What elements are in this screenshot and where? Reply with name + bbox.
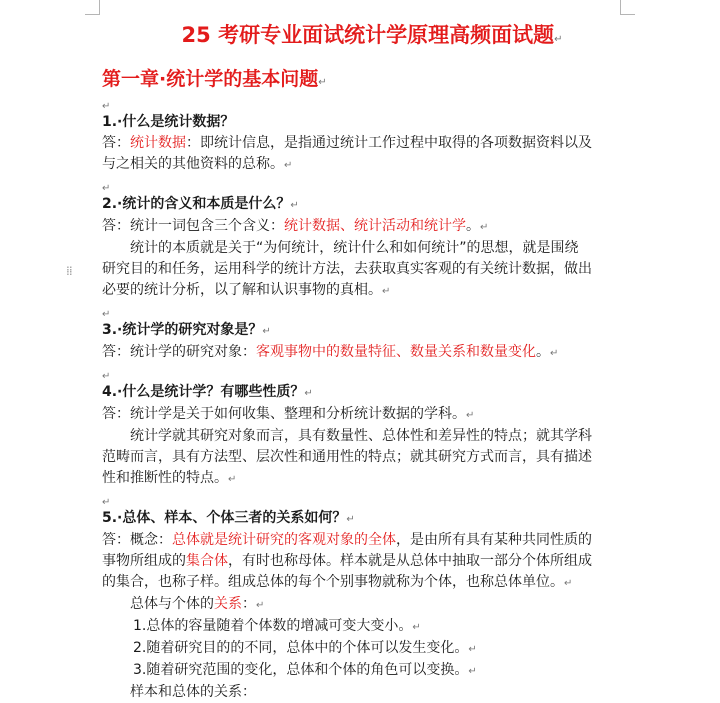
drag-handle-icon[interactable]: ⁞⁞	[66, 264, 72, 278]
question-5: 5.·总体、样本、个体三者的关系如何？↵	[102, 510, 355, 526]
empty-paragraph: ↵	[102, 497, 111, 508]
answer-2-line: 统计的本质就是关于“为何统计，统计什么和如何统计”的思想，就是围绕	[130, 240, 579, 256]
relation-heading: 总体与个体的关系：↵	[130, 596, 265, 612]
list-item: 3.随着研究范围的变化，总体和个体的角色可以变换。↵	[133, 662, 477, 678]
empty-paragraph: ↵	[102, 309, 111, 320]
answer-5-line: 的集合，也称子样。组成总体的每个个别事物就称为个体，也称总体单位。↵	[102, 574, 573, 590]
empty-paragraph: ↵	[102, 371, 111, 382]
page-corner-mark-left	[85, 0, 100, 15]
answer-4-line: 范畴而言，具有方法型、层次性和通用性的特点；就其研究方式而言，具有描述	[102, 449, 592, 465]
list-item: 1.总体的容量随着个体数的增减可变大变小。↵	[133, 618, 421, 634]
list-item: 2.随着研究目的的不同，总体中的个体可以发生变化。↵	[133, 640, 477, 656]
answer-4-line: 统计学就其研究对象而言，具有数量性、总体性和差异性的特点；就其学科	[130, 428, 592, 444]
answer-2-line: 答：统计一词包含三个含义：统计数据、统计活动和统计学。↵	[102, 218, 489, 234]
empty-paragraph: ↵	[102, 183, 111, 194]
answer-2-line: 必要的统计分析，以了解和认识事物的真相。↵	[102, 282, 391, 298]
answer-4-line: 答：统计学是关于如何收集、整理和分析统计数据的学科。↵	[102, 406, 475, 422]
document-body	[102, 14, 642, 703]
document-title: 25 考研专业面试统计学原理高频面试题↵	[181, 23, 563, 47]
answer-3-line: 答：统计学的研究对象：客观事物中的数量特征、数量关系和数量变化。↵	[102, 344, 559, 360]
question-3: 3.·统计学的研究对象是？↵	[102, 322, 271, 338]
question-2: 2.·统计的含义和本质是什么？↵	[102, 196, 299, 212]
question-4: 4.·什么是统计学？有哪些性质？↵	[102, 384, 313, 400]
answer-4-line: 性和推断性的特点。↵	[102, 470, 237, 486]
answer-1-line: 与之相关的其他资料的总称。↵	[102, 156, 293, 172]
answer-5-line: 事物所组成的集合体，有时也称母体。样本就是从总体中抽取一部分个体所组成	[102, 553, 592, 569]
relation-heading-partial: 样本和总体的关系：	[130, 684, 256, 700]
answer-5-line: 答：概念：总体就是统计研究的客观对象的全体，是由所有具有某种共同性质的	[102, 532, 592, 548]
chapter-heading: 第一章·统计学的基本问题↵	[102, 68, 327, 90]
answer-1-line: 答：统计数据：即统计信息，是指通过统计工作过程中取得的各项数据资料以及	[102, 135, 592, 151]
empty-paragraph: ↵	[102, 101, 111, 112]
answer-2-line: 研究目的和任务，运用科学的统计方法，去获取真实客观的有关统计数据，做出	[102, 261, 592, 277]
page-corner-mark-right	[620, 0, 635, 15]
question-1: 1.·什么是统计数据？	[102, 114, 235, 130]
